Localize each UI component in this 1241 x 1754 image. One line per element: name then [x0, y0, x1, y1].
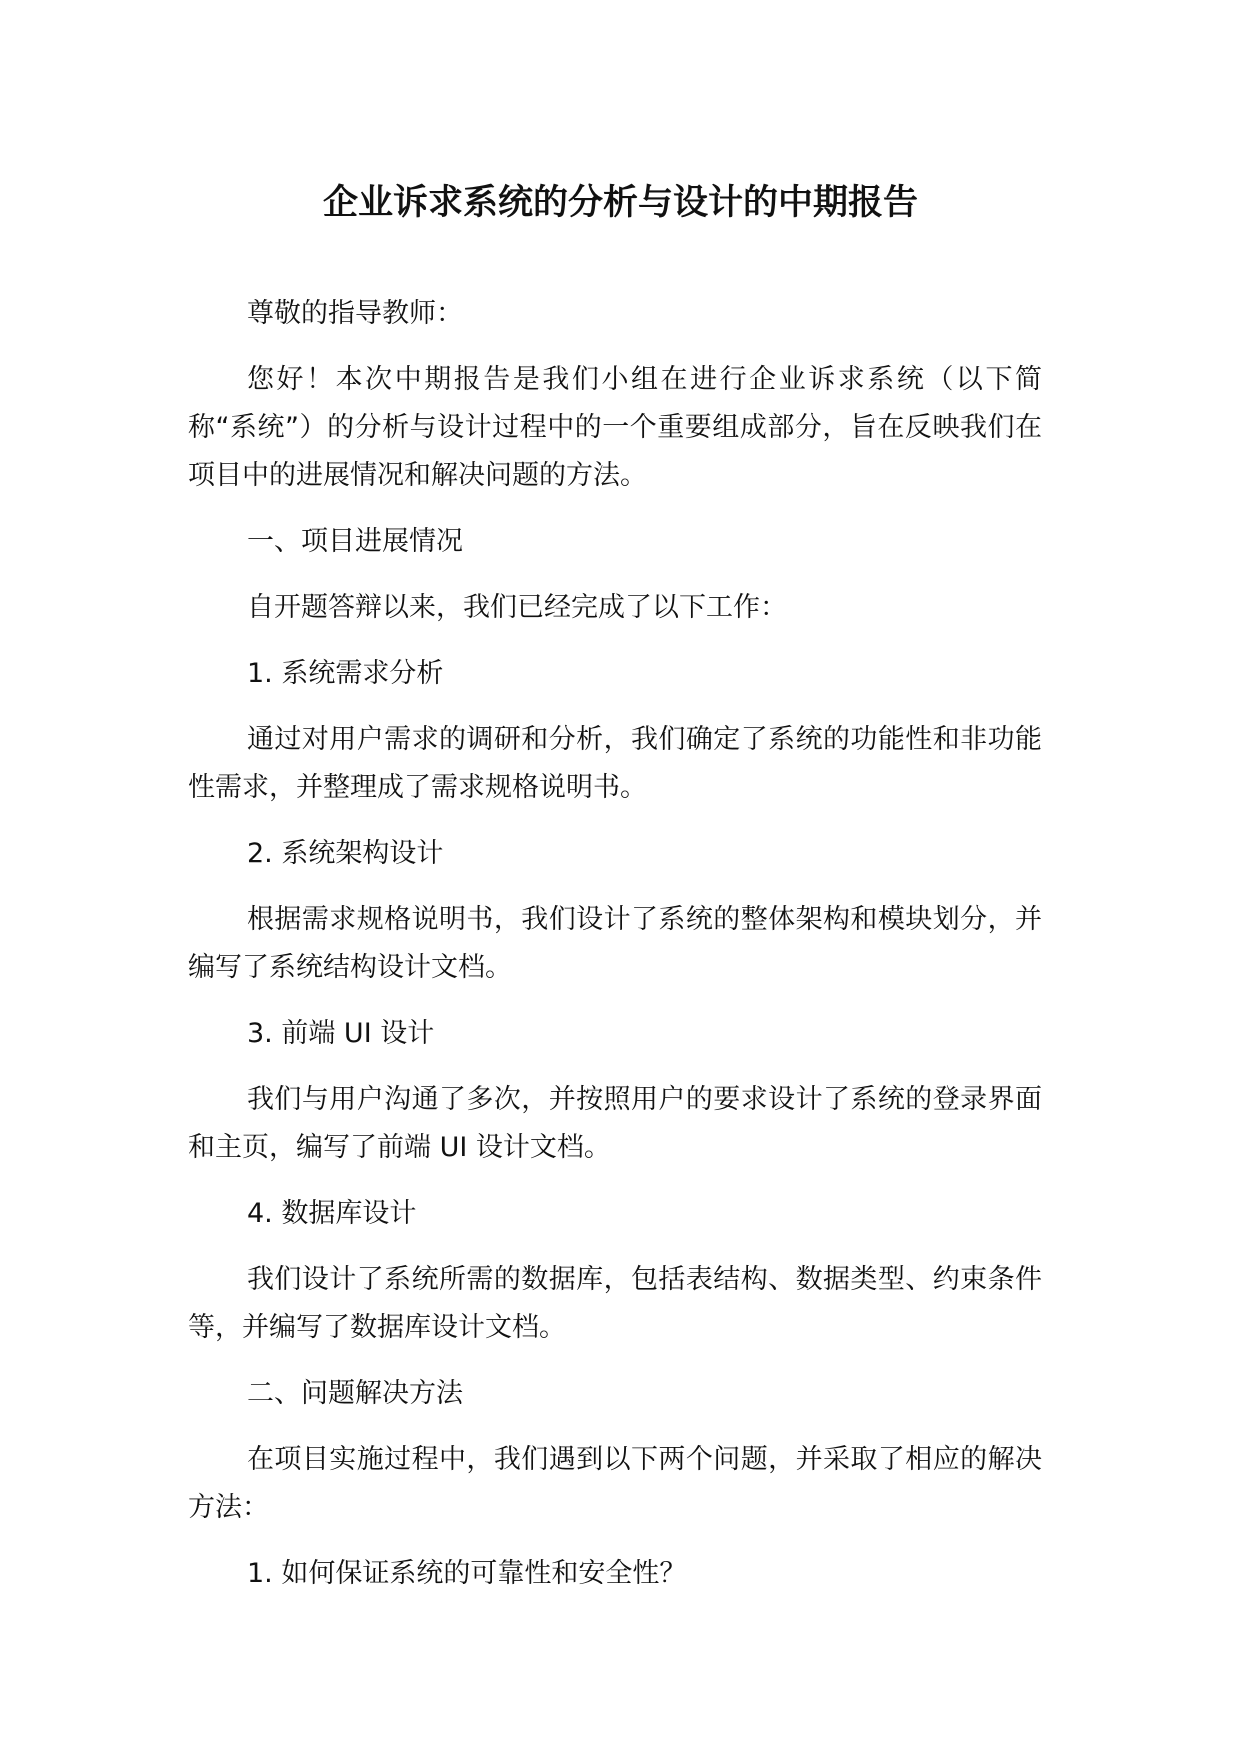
salutation: 尊敬的指导教师：	[247, 298, 463, 329]
question-heading-reliability: 1. 如何保证系统的可靠性和安全性？	[247, 1558, 687, 1589]
item-heading-ui-design: 3. 前端 UI 设计	[247, 1018, 435, 1049]
database-paragraph: 我们设计了系统所需的数据库，包括表结构、数据类型、约束条件等，并编写了数据库设计文档。	[188, 1264, 1042, 1343]
item-heading-architecture: 2. 系统架构设计	[247, 838, 444, 869]
section-heading-solutions: 二、问题解决方法	[247, 1378, 463, 1409]
ui-design-paragraph: 我们与用户沟通了多次，并按照用户的要求设计了系统的登录界面和主页，编写了前端 UI 设计文档。	[188, 1084, 1042, 1163]
item-heading-database: 4. 数据库设计	[247, 1198, 417, 1229]
item-heading-requirements: 1. 系统需求分析	[247, 658, 444, 689]
page-title: 企业诉求系统的分析与设计的中期报告	[322, 183, 918, 223]
architecture-paragraph: 根据需求规格说明书，我们设计了系统的整体架构和模块划分，并编写了系统结构设计文档。	[188, 904, 1042, 983]
document-body	[188, 290, 1042, 1616]
requirements-paragraph: 通过对用户需求的调研和分析，我们确定了系统的功能性和非功能性需求，并整理成了需求规格说明书。	[188, 724, 1042, 803]
progress-lead-paragraph: 自开题答辩以来，我们已经完成了以下工作：	[247, 592, 787, 623]
section-heading-progress: 一、项目进展情况	[247, 526, 463, 557]
intro-paragraph: 您好！本次中期报告是我们小组在进行企业诉求系统（以下简称“系统”）的分析与设计过程中的一个重要组成部分，旨在反映我们在项目中的进展情况和解决问题的方法。	[188, 364, 1042, 491]
solutions-lead-paragraph: 在项目实施过程中，我们遇到以下两个问题，并采取了相应的解决方法：	[188, 1444, 1042, 1523]
